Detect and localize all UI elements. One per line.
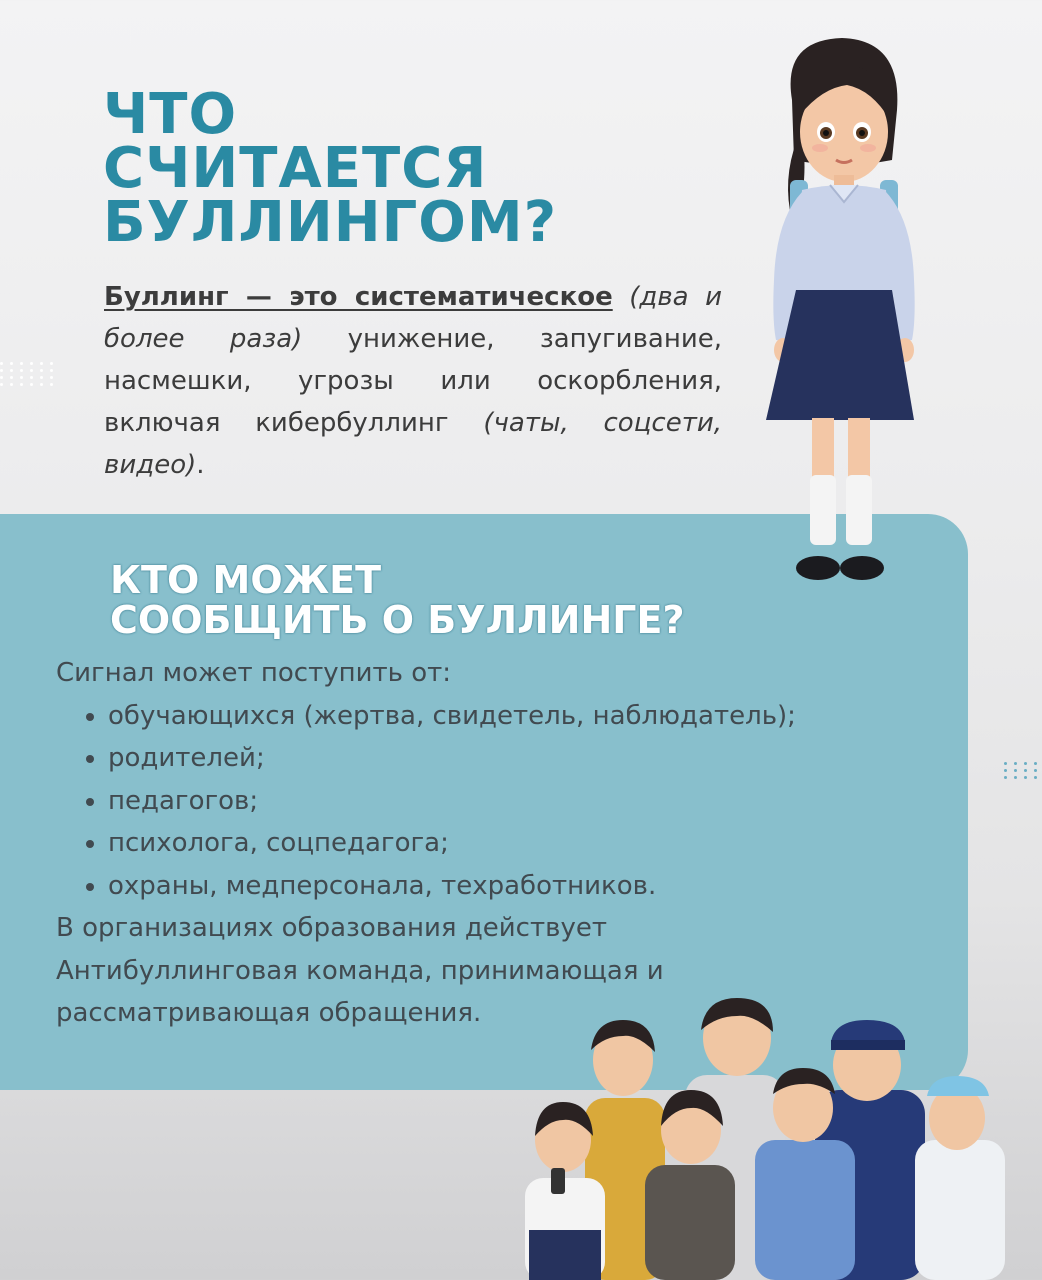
report-body (56, 652, 936, 1035)
title-line-2: СЧИТАЕТСЯ (103, 136, 488, 201)
report-closing: В организациях образования действует Антибуллинговая команда, принимающая и рассматривающая обращения. (56, 913, 664, 1028)
dots-decoration-left-icon (0, 362, 56, 386)
title-line-3: БУЛЛИНГОМ? (103, 190, 558, 255)
report-title (110, 560, 685, 640)
list-item: • родителей; (108, 737, 936, 780)
title-line-1: ЧТО (103, 82, 238, 147)
definition-frequency: (два и более раза) (104, 282, 723, 354)
definition-examples: (чаты, соцсети, видео) (104, 408, 722, 480)
schoolgirl-illustration-icon (752, 20, 932, 590)
list-item: • охраны, медперсонала, техработников. (108, 865, 936, 908)
page-title (103, 82, 558, 255)
definition-text (104, 276, 722, 486)
definition-lead: Буллинг — это систематическое (104, 282, 613, 312)
report-intro: Сигнал может поступить от: (56, 658, 452, 688)
list-item: • психолога, соцпедагога; (108, 822, 936, 865)
report-title-line-1: КТО МОЖЕТ (110, 558, 382, 602)
list-item: • педагогов; (108, 780, 936, 823)
definition-body: унижение, запугивание, насмешки, угрозы или оскорбления, включая кибербуллинг (104, 324, 722, 438)
list-item: • обучающихся (жертва, свидетель, наблюдатель); (108, 695, 936, 738)
school-staff-group-illustration-icon (505, 990, 1042, 1280)
definition-end: . (196, 450, 205, 480)
report-title-line-2: СООБЩИТЬ О БУЛЛИНГЕ? (110, 598, 685, 642)
dots-decoration-right-icon (1004, 762, 1042, 779)
reporters-list (56, 695, 936, 908)
